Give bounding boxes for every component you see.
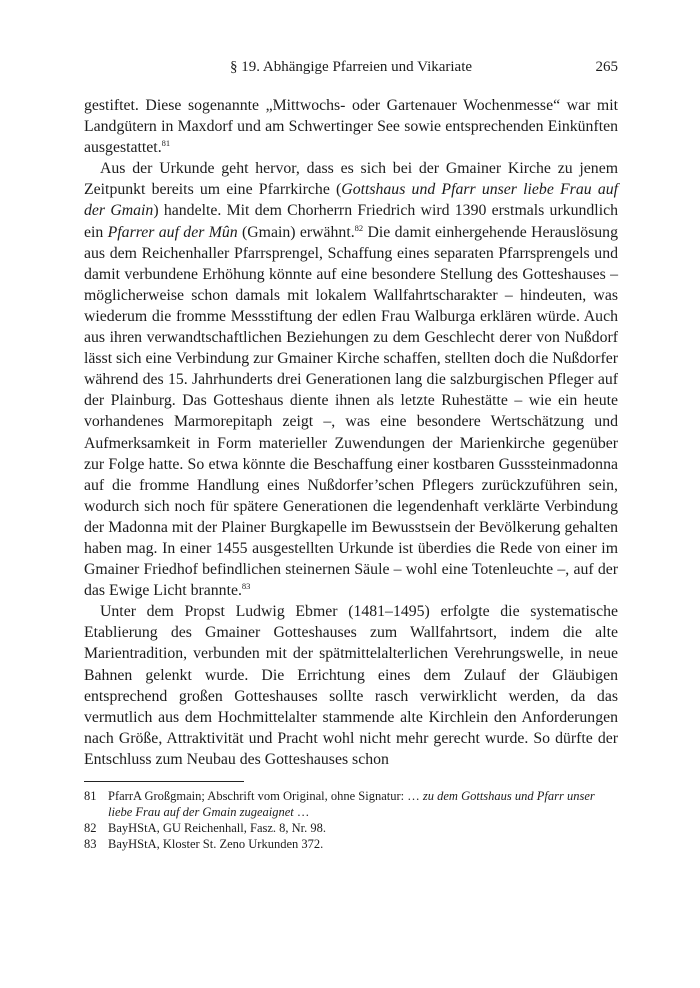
footnote-number: 81 (84, 789, 97, 803)
footnote-83 (84, 836, 618, 852)
paragraph-2-text-c: ) handelte. Mit dem Chorherrn Friedrich wird 1390 erstmals urkundlich ein (84, 202, 618, 241)
page-number: 265 (595, 59, 618, 75)
footnote-text-ellipsis: … (293, 805, 310, 819)
running-head-title: § 19. Abhängige Pfarreien und Vikariate (229, 59, 473, 75)
footnote-number: 83 (84, 837, 97, 851)
paragraph-2-text-a: Aus der Urkunde geht hervor, dass es sich bei der Gmainer Kirche zu jenem Zeitpunkt bereits um eine Pfarrkirche ( (84, 160, 618, 199)
running-head (84, 59, 618, 81)
footnote-text-quote: zu dem Gottshaus und Pfarr unser liebe Frau auf der Gmain zugeaignet (108, 789, 595, 819)
footnote-divider (84, 781, 244, 782)
footnote-ref-82[interactable]: 82 (354, 222, 364, 233)
paragraph-2-quote-1: Gottshaus und Pfarr unser liebe Frau auf der Gmain (84, 181, 619, 220)
footnote-text (108, 788, 618, 820)
footnotes (84, 788, 618, 852)
footnote-number: 82 (84, 821, 97, 835)
footnote-82 (84, 820, 618, 836)
footnote-text: BayHStA, Kloster St. Zeno Urkunden 372. (108, 837, 324, 851)
paragraph-2-text-e: (Gmain) erwähnt. (237, 223, 355, 241)
paragraph-2-quote-2: Pfarrer auf der Mûn (107, 223, 238, 241)
main-text (84, 95, 618, 770)
footnote-text-plain: PfarrA Großgmain; Abschrift vom Original, ohne Signatur: … (108, 789, 423, 803)
paragraph-2 (84, 158, 618, 601)
paragraph-3: Unter dem Propst Ludwig Ebmer (1481–1495) erfolgte die systematische Etablierung des Gmainer Gotteshauses zum Wallfahrtsort, indem die alte Marientradition, verbunden mit der spätmittelalterlichen Verehrungswelle, in neue Bahnen gelenkt wurde. Die Errichtung eines dem Zulauf der Gläubigen entsprechend großen Gotteshauses sollte rasch verwirklicht werden, da das vermutlich aus dem Hochmittelalter stammende alte Kirchlein den Anforderungen nach Größe, Attraktivität und Pracht wohl nicht mehr gerecht wurde. So dürfte der Entschluss zum Neubau des Gotteshauses schon (84, 603, 618, 768)
footnote-81 (84, 788, 618, 820)
footnote-ref-81[interactable]: 81 (161, 138, 171, 149)
footnote-ref-83[interactable]: 83 (241, 581, 251, 592)
paragraph-1-text: gestiftet. Diese sogenannte „Mittwochs- oder Gartenauer Wochenmesse“ war mit Landgütern in Maxdorf und am Schwertinger See sowie entsprechenden Einkünften ausgestattet. (84, 97, 618, 157)
paragraph-2-text-f: Die damit einhergehende Herauslösung aus dem Reichenhaller Pfarrsprengel, Schaffung eines separaten Pfarrsprengels und damit verbundene Erhöhung könnte auf eine besondere Stellung des Gotteshauses – möglicherweise schon damals mit lokalem Wallfahrtscharakter – hindeuten, was wiederum die fromme Messstiftung der edlen Frau Walburga erklären würde. Auch aus ihren verwandtschaftlichen Beziehungen zu dem Geschlecht derer von Nußdorf lässt sich eine Verbindung zur Gmainer Kirche schaffen, stellten doch die Nußdorfer während des 15. Jahrhunderts drei Generationen lang die salzburgischen Pfleger auf der Plainburg. Das Gotteshaus diente ihnen als letzte Ruhestätte – wie ein heute vorhandenes Marmorepitaph zeigt –, was eine besondere Wertschätzung und Aufmerksamkeit in Form materieller Zuwendungen der Marienkirche gegenüber zur Folge hatte. So etwa könnte die Beschaffung einer kostbaren Gusssteinmadonna auf die fromme Handlung eines Nußdorfer’schen Pflegers zurückzuführen sein, wodurch sich noch für spätere Generationen die legendenhaft verklärte Verbindung der Madonna mit der Plainer Burgkapelle im Bewusstsein der Bevölkerung gehalten haben mag. In einer 1455 ausgestellten Urkunde ist überdies die Rede von einer im Gmainer Friedhof befindlichen steinernen Säule – wohl eine Totenleuchte –, auf der das Ewige Licht brannte. (84, 223, 618, 600)
paragraph-1 (84, 95, 618, 158)
footnote-text: BayHStA, GU Reichenhall, Fasz. 8, Nr. 98. (108, 821, 327, 835)
